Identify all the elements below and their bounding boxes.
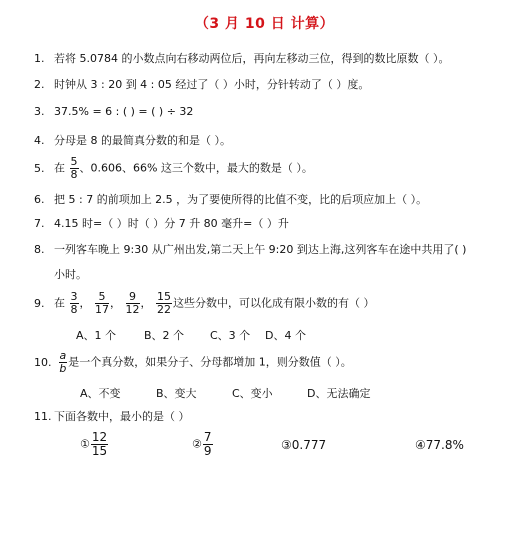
question-10 bbox=[34, 350, 352, 375]
option-1 bbox=[80, 431, 109, 458]
question-prefix: 在 bbox=[54, 161, 65, 175]
question-4 bbox=[34, 134, 231, 148]
fraction bbox=[203, 431, 213, 458]
fraction bbox=[70, 156, 79, 181]
question-3 bbox=[34, 105, 193, 119]
question-text: 37.5% = 6 : ( ) = ( ) ÷ 32 bbox=[54, 105, 194, 118]
option-b: B、2 个 bbox=[144, 329, 185, 342]
question-number: 9. bbox=[34, 296, 45, 310]
option-c: C、3 个 bbox=[210, 329, 251, 342]
denominator: 9 bbox=[203, 444, 212, 458]
numerator: 5 bbox=[70, 155, 78, 168]
question-number: 2. bbox=[34, 78, 45, 91]
fraction bbox=[156, 291, 172, 316]
option-marker: ④ bbox=[415, 438, 426, 452]
question-text: 4.15 时=（ ）时（ ）分 7 升 80 毫升=（ ）升 bbox=[54, 217, 289, 230]
option-2 bbox=[192, 431, 214, 458]
fraction bbox=[95, 291, 109, 316]
denominator: 8 bbox=[70, 303, 78, 316]
question-text: 分母是 8 的最简真分数的和是（ ）。 bbox=[54, 134, 231, 147]
numerator: 9 bbox=[126, 291, 140, 304]
question-8-continuation: 小时。 bbox=[54, 268, 87, 281]
question-7 bbox=[34, 217, 289, 231]
question-number: 7. bbox=[34, 217, 45, 230]
question-number: 5. bbox=[34, 161, 45, 175]
option-c: C、变小 bbox=[232, 387, 273, 400]
option-value: 0.777 bbox=[291, 438, 327, 452]
question-text: 把 5 : 7 的前项加上 2.5 ，为了要使所得的比值不变，比的后项应加上（ ）。 bbox=[54, 193, 428, 206]
numerator: 12 bbox=[91, 430, 108, 444]
question-number: 1. bbox=[34, 52, 45, 65]
fraction bbox=[59, 350, 68, 375]
option-4 bbox=[415, 438, 464, 452]
question-5 bbox=[34, 156, 313, 181]
question-1 bbox=[34, 52, 449, 66]
numerator: a bbox=[59, 349, 67, 362]
question-8 bbox=[34, 243, 466, 257]
option-a: A、1 个 bbox=[76, 329, 117, 342]
numerator: 7 bbox=[203, 430, 212, 444]
denominator: 12 bbox=[125, 303, 140, 316]
denominator: 15 bbox=[91, 444, 108, 458]
option-b: B、变大 bbox=[156, 387, 197, 400]
question-number: 11. bbox=[34, 410, 52, 423]
question-number: 10. bbox=[34, 355, 52, 369]
option-3 bbox=[281, 438, 326, 452]
question-number: 4. bbox=[34, 134, 45, 147]
question-2 bbox=[34, 78, 369, 92]
denominator: 17 bbox=[95, 303, 109, 316]
option-a: A、不变 bbox=[80, 387, 121, 400]
question-text: 、0.606、66% 这三个数中，最大的数是（ ）。 bbox=[79, 161, 313, 175]
question-prefix: 在 bbox=[54, 296, 65, 310]
question-6 bbox=[34, 193, 427, 207]
numerator: 15 bbox=[157, 290, 171, 303]
denominator: b bbox=[59, 362, 67, 375]
question-text: 这些分数中，可以化成有限小数的有（ ） bbox=[173, 296, 375, 310]
question-text: 若将 5.0784 的小数点向右移动两位后，再向左移动三位，得到的数比原数（ ）。 bbox=[54, 52, 450, 65]
option-marker: ① bbox=[80, 437, 90, 451]
option-d: D、4 个 bbox=[265, 329, 306, 342]
fraction bbox=[70, 291, 79, 316]
question-9: 9. 在 $\frac{3}{8}$ ， $\frac{5}{17}$ ， $\frac{9}{12}$ ， $\frac{15}{22}$ 这些分数中，可以化成有限小数的有（ ） bbox=[34, 290, 375, 316]
numerator: 5 bbox=[95, 291, 109, 304]
question-text: 是一个真分数，如果分子、分母都增加 1，则分数值（ ）。 bbox=[68, 355, 352, 369]
question-number: 8. bbox=[34, 243, 45, 256]
option-value: 77.8% bbox=[425, 438, 464, 452]
denominator: 22 bbox=[157, 303, 171, 316]
question-number: 6. bbox=[34, 193, 45, 206]
question-text: 时钟从 3 : 20 到 4 : 05 经过了（ ）小时，分针转动了（ ）度。 bbox=[54, 78, 370, 91]
option-marker: ③ bbox=[281, 438, 292, 452]
fraction bbox=[126, 291, 140, 316]
denominator: 8 bbox=[70, 168, 78, 181]
question-number: 3. bbox=[34, 105, 45, 118]
question-text: 下面各数中，最小的是（ ） bbox=[54, 410, 190, 423]
page-title: （3 月 10 日 计算） bbox=[194, 16, 335, 32]
fraction bbox=[91, 431, 108, 458]
option-d: D、无法确定 bbox=[307, 387, 371, 400]
question-text: 一列客车晚上 9:30 从广州出发,第二天上午 9:20 到达上海,这列客车在途中共用了( ) bbox=[54, 243, 467, 256]
question-11 bbox=[34, 410, 190, 424]
option-marker: ② bbox=[192, 437, 202, 451]
numerator: 3 bbox=[70, 290, 78, 303]
